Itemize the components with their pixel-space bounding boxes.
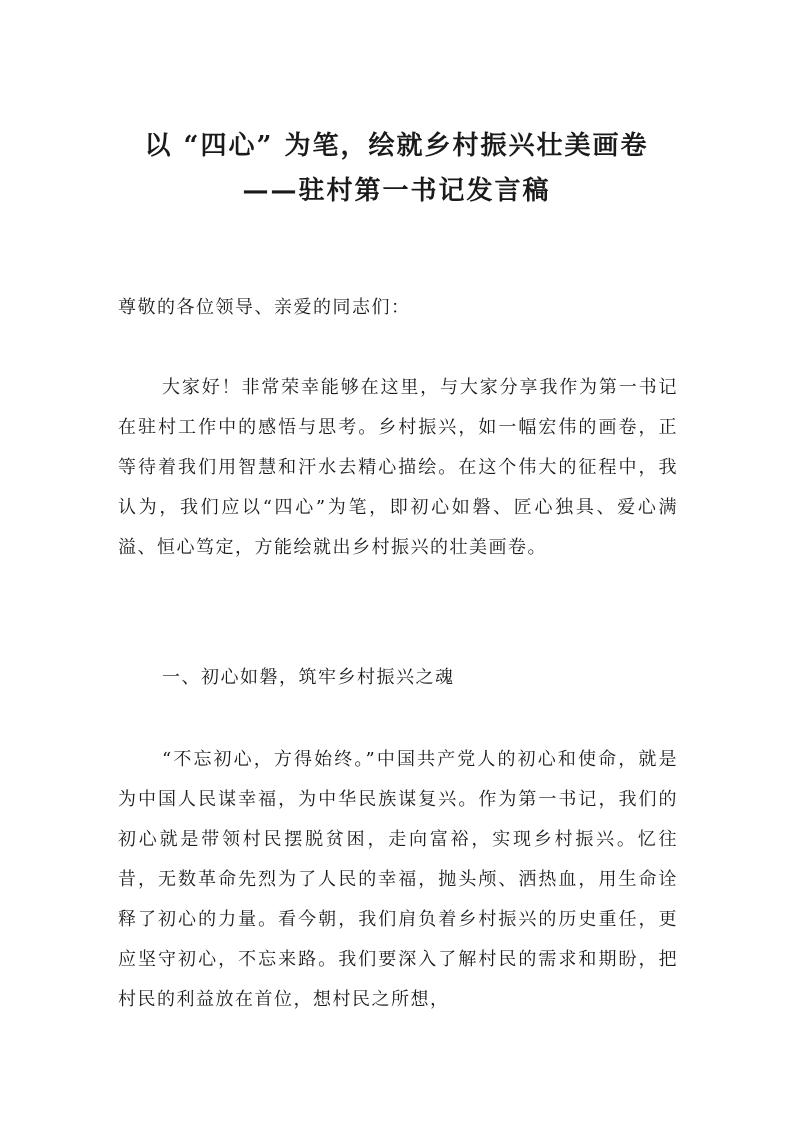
document-subtitle: ——驻村第一书记发言稿 [242,176,551,206]
salutation: 尊敬的各位领导、亲爱的同志们： [118,297,411,318]
document-title: 以 “四心” 为笔，绘就乡村振兴壮美画卷 [144,131,649,161]
section-heading-1: 一、初心如磐，筑牢乡村振兴之魂 [162,667,455,688]
title-block [100,124,693,214]
paragraph-opening: 大家好！非常荣幸能够在这里，与大家分享我作为第一书记在驻村工作中的感悟与思考。乡村振兴，如一幅宏伟的画卷，正等待着我们用智慧和汗水去精心描绘。在这个伟大的征程中，我认为，我们应以“四心”为笔，即初心如磐、匠心独具、爱心满溢、恒心笃定，方能绘就出乡村振兴的壮美画卷。 [118,377,678,558]
paragraph-section-1: “不忘初心，方得始终。”中国共产党人的初心和使命，就是为中国人民谋幸福，为中华民族谋复兴。作为第一书记，我们的初心就是带领村民摆脱贫困，走向富裕，实现乡村振兴。忆往昔，无数革命先烈为了人民的幸福，抛头颅、洒热血，用生命诠释了初心的力量。看今朝，我们肩负着乡村振兴的历史重任，更应坚守初心，不忘来路。我们要深入了解村民的需求和期盼，把村民的利益放在首位，想村民之所想， [118,749,678,1010]
